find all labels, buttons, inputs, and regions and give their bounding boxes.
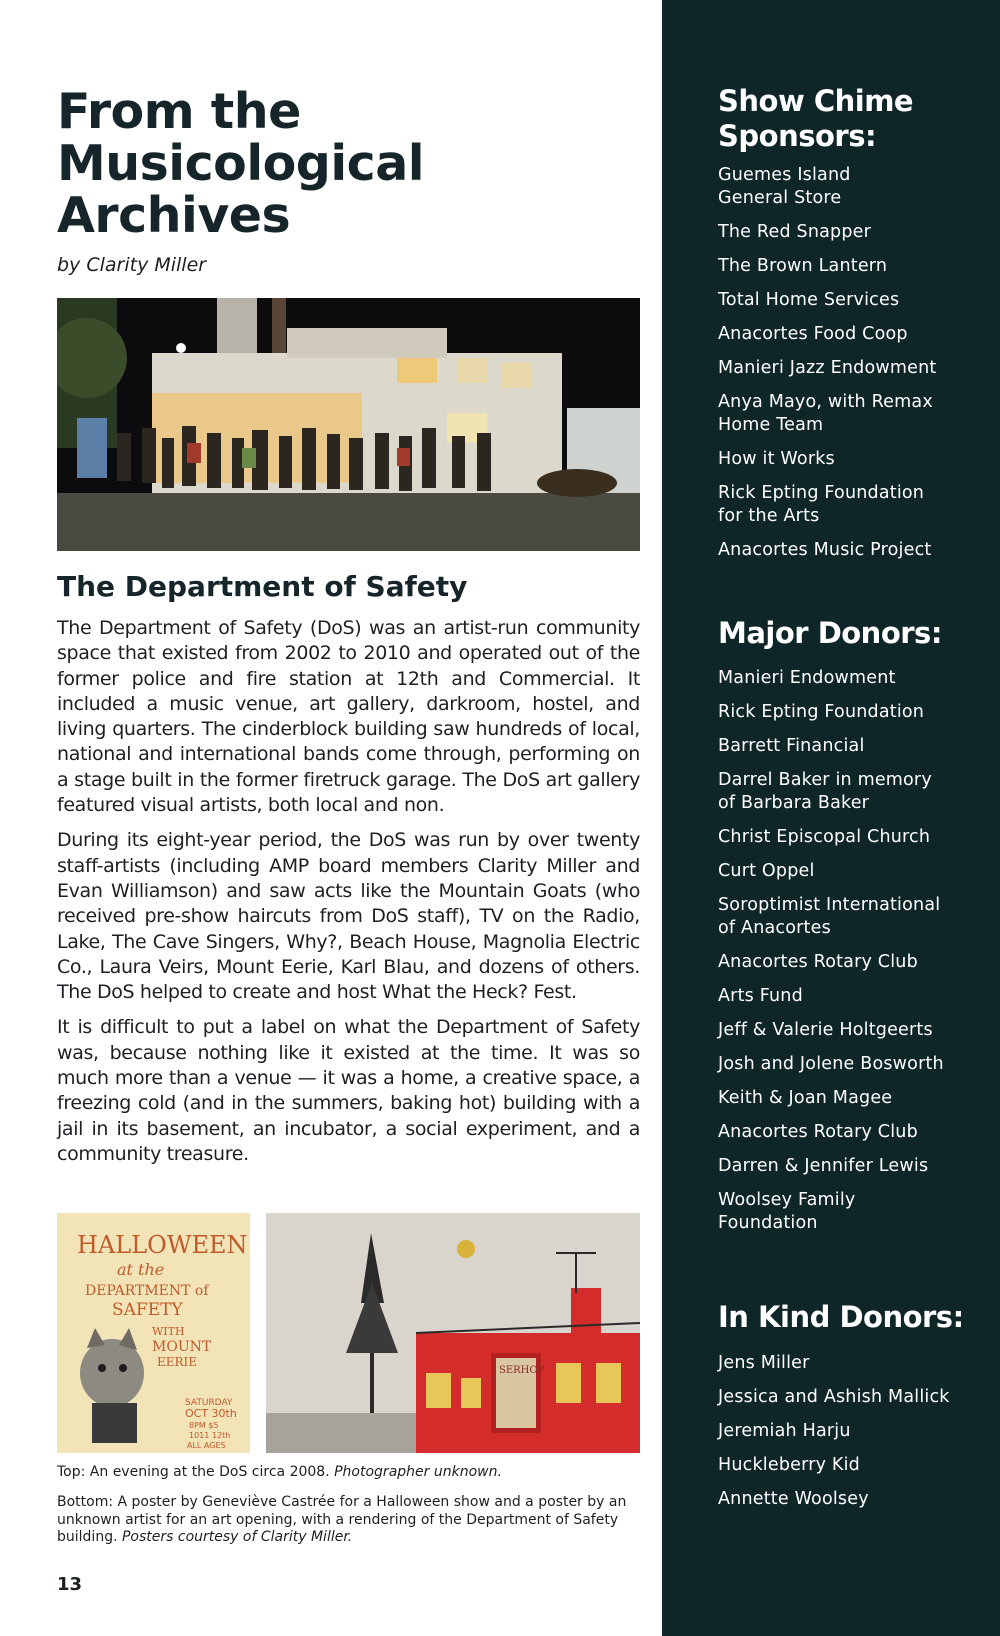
list-item: Annette Woolsey [718, 1489, 869, 1509]
caption-bottom-credit: Posters courtesy of Clarity Miller. [121, 1529, 353, 1545]
list-item: Anacortes Rotary Club [718, 1122, 918, 1142]
poster-sign: SERHOP [499, 1365, 545, 1376]
poster-date-2: OCT 30th [185, 1407, 237, 1420]
byline: by Clarity Miller [57, 254, 207, 276]
list-item: Josh and Jolene Bosworth [718, 1054, 944, 1074]
caption-top [57, 1464, 640, 1482]
poster-line-5: WITH [152, 1325, 185, 1338]
list-item: Anacortes Rotary Club [718, 952, 918, 972]
list-item: Barrett Financial [718, 736, 865, 756]
photo-dos-evening [57, 298, 640, 551]
article-title: From the Musicological Archives [57, 83, 425, 244]
poster-dos-building [266, 1213, 640, 1453]
article-body [57, 616, 640, 1177]
list-item: Darrel Baker in memory of Barbara Baker [718, 770, 932, 813]
article-paragraph-2: During its eight-year period, the DoS was run by over twenty staff-artists (including AMP board members Clarity Miller and Evan Williamson) and saw acts like the Mountain Goats (who received pre-show haircuts from DoS staff), TV on the Radio, Lake, The Cave Singers, Why?, Beach House, Magnolia Electric Co., Laura Veirs, Mount Eerie, Karl Blau, and dozens of others. The DoS helped to create and host What the Heck? Fest. [57, 829, 640, 1004]
list-item: Anacortes Music Project [718, 540, 932, 560]
sponsors-list [718, 164, 988, 573]
poster-line-1: HALLOWEEN [77, 1231, 248, 1259]
list-item: The Brown Lantern [718, 256, 888, 276]
list-item: Rick Epting Foundation for the Arts [718, 483, 925, 526]
caption-bottom-text: Bottom: A poster by Geneviève Castrée for a Halloween show and a poster by an unknown artist for an art opening, with a rendering of the Department of Safety building. [57, 1494, 627, 1545]
article-paragraph-3: It is difficult to put a label on what the Department of Safety was, because nothing like it existed at the time. It was so much more than a venue — it was a home, a creative space, a freezing cold (and in the summers, baking hot) building with a jail in its basement, an incubator, a social experiment, and a community treasure. [57, 1016, 640, 1165]
in-kind-donors-list [718, 1352, 988, 1522]
list-item: Huckleberry Kid [718, 1455, 860, 1475]
caption-top-text: Top: An evening at the DoS circa 2008. [57, 1464, 330, 1480]
list-item: Anya Mayo, with Remax Home Team [718, 392, 933, 435]
article-paragraph-1: The Department of Safety (DoS) was an artist-run community space that existed from 2002 to 2010 and operated out of the former police and fire station at 12th and Commercial. It included a music venue, art gallery, darkroom, hostel, and living quarters. The cinderblock building saw hundreds of local, national and international bands come through, performing on a stage built in the former firetruck garage. The DoS art gallery featured visual artists, both local and non. [57, 617, 640, 817]
list-item: Guemes Island General Store [718, 165, 851, 208]
page-number: 13 [57, 1574, 83, 1595]
major-donors-list [718, 667, 988, 1246]
major-donors-heading: Major Donors: [718, 616, 942, 650]
list-item: Curt Oppel [718, 861, 815, 881]
list-item: Keith & Joan Magee [718, 1088, 893, 1108]
poster-line-6: MOUNT [152, 1339, 212, 1355]
list-item: Jens Miller [718, 1353, 810, 1373]
section-heading: The Department of Safety [57, 570, 468, 603]
poster-date-3: 8PM $5 [189, 1421, 219, 1430]
list-item: Soroptimist International of Anacortes [718, 895, 941, 938]
list-item: Woolsey Family Foundation [718, 1190, 856, 1233]
poster-line-4: SAFETY [112, 1300, 183, 1320]
list-item: Rick Epting Foundation [718, 702, 925, 722]
list-item: Manieri Jazz Endowment [718, 358, 937, 378]
poster-date-4: 1011 12th [189, 1431, 231, 1440]
list-item: Darren & Jennifer Lewis [718, 1156, 929, 1176]
poster-halloween [57, 1213, 250, 1453]
poster-date-1: SATURDAY [185, 1398, 233, 1408]
list-item: Jeremiah Harju [718, 1421, 851, 1441]
list-item: Total Home Services [718, 290, 900, 310]
list-item: How it Works [718, 449, 835, 469]
poster-line-2: at the [117, 1260, 165, 1279]
list-item: Jessica and Ashish Mallick [718, 1387, 950, 1407]
list-item: The Red Snapper [718, 222, 872, 242]
sponsors-heading: Show Chime Sponsors: [718, 84, 914, 153]
list-item: Arts Fund [718, 986, 803, 1006]
poster-line-3: DEPARTMENT of [85, 1283, 209, 1299]
poster-date-5: ALL AGES [187, 1441, 226, 1450]
poster-line-7: EERIE [157, 1355, 198, 1369]
caption-bottom [57, 1494, 640, 1547]
list-item: Manieri Endowment [718, 668, 896, 688]
list-item: Anacortes Food Coop [718, 324, 908, 344]
list-item: Christ Episcopal Church [718, 827, 931, 847]
list-item: Jeff & Valerie Holtgeerts [718, 1020, 933, 1040]
in-kind-donors-heading: In Kind Donors: [718, 1300, 964, 1334]
caption-top-credit: Photographer unknown. [334, 1464, 502, 1480]
